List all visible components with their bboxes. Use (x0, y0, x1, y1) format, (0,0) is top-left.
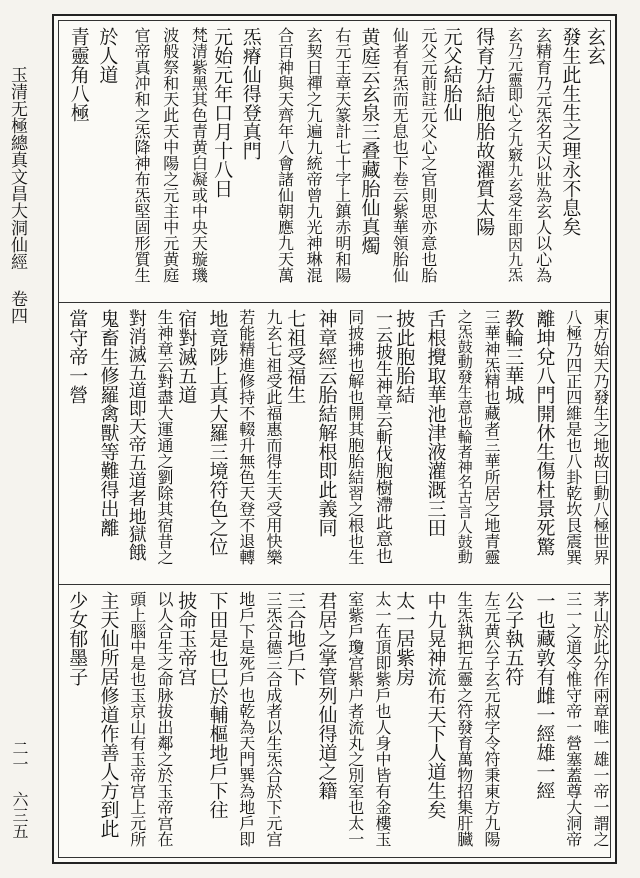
text-column: 七祖受福生 (284, 309, 307, 404)
text-column: 合百神與天齊年八會諸仙朝應九天萬 (275, 27, 295, 283)
text-column: 地戶下是死戶也乾為天門巽為地戶即 (236, 591, 256, 847)
text-column: 少女郁墨子 (66, 591, 89, 686)
text-column: 下田是也巳於輔樞地戶下往 (206, 591, 229, 819)
text-column: 舌根攪取華池津液灌溉三田 (424, 309, 447, 537)
text-column: 仙者有炁而无息也下卷云紫華領胎仙 (390, 27, 410, 283)
volume-title-margin: 玉清无極總真文昌大洞仙經 卷四 (7, 66, 27, 324)
text-column: 八極乃四正四維是也八卦乾坎艮震巽 (563, 309, 583, 565)
text-column: 披命玉帝宫 (175, 591, 198, 686)
text-column: 離坤兌八門開休生傷杜景死驚 (533, 309, 556, 556)
text-column: 同披拂也解也開其胞胎結習之根也生 (345, 309, 365, 565)
text-column: 神章經云胎結解根即此義同 (315, 309, 338, 537)
text-column: 室紫戶瓊宫紫户者流丸之別室也太一 (345, 591, 365, 847)
upper-text-band (59, 27, 610, 297)
text-column: 波般祭和天此天中陽之元主中元黄庭 (160, 27, 180, 283)
text-column: 東方始天乃發生之地故曰動八極世界 (591, 309, 610, 565)
text-column: 官帝真冲和之炁降神布炁堅固形質生 (132, 27, 152, 283)
text-column: 公子執五符 (502, 591, 525, 686)
page-frame (52, 14, 617, 864)
text-column: 之炁鼓動發生意也輪者神名古言人鼓動 (455, 309, 474, 564)
text-column: 當守帝一營 (66, 309, 89, 404)
text-column: 左元黄公子玄元叔字令符秉東方九陽 (482, 591, 501, 847)
text-column: 主天仙所居修道作善人方到此 (97, 591, 120, 838)
text-column: 太一居紫房 (393, 591, 416, 686)
text-column: 對消滅五道即天帝五道者地獄餓 (125, 309, 147, 561)
text-column: 玄玄 (584, 27, 606, 65)
text-column: 茅山於此分作兩章唯一雄一帝一謂之 (591, 591, 610, 847)
middle-text-band (59, 309, 610, 579)
text-column: 三合地戶下 (284, 591, 307, 686)
page-inner-border (58, 20, 611, 858)
text-column: 右元王章天篆計七十字上鎮赤明和陽 (332, 27, 352, 283)
text-column: 黄庭云玄泉三叠藏胎仙真燭 (358, 27, 381, 255)
text-column: 三炁合德三合成者以生炁合於下元宫 (264, 591, 283, 847)
text-column: 鬼畜生修羅禽獸等難得出離 (97, 309, 120, 537)
text-column: 元始元年口月十八日 (211, 27, 234, 198)
text-column: 生神章云對盡大運通之劉除其宿昔之 (155, 309, 174, 565)
text-column: 披此胞胎結 (393, 309, 416, 404)
text-column: 三一之道令惟守帝一營塞蓋尊大洞帝 (563, 591, 583, 847)
text-column: 頭上腦中是也玉京山有玉帝宫上元所 (127, 591, 147, 847)
text-column: 三華神炁精也藏者三華所居之地青靈 (482, 309, 501, 565)
text-column: 青靈角八極 (67, 27, 90, 122)
text-column: 元父元前註元父心之官則思亦意也胎 (418, 27, 438, 283)
band-divider-lower (59, 584, 610, 585)
text-column: 玄乃元靈即心之九竅九玄受生即因九炁 (505, 27, 524, 282)
text-column: 君居之掌管列仙得道之籍 (315, 591, 338, 800)
text-column: 玄精育乃元炁名天以壯為玄人以心為 (533, 27, 553, 283)
text-column: 以人合生之命脉拔出鄰之於玉帝宫在 (155, 591, 174, 847)
text-column: 元父結胎仙 (440, 27, 463, 122)
text-column: 宿對滅五道 (175, 309, 198, 404)
text-column: 九玄七祖受此福惠而得生天受用快樂 (264, 309, 283, 565)
text-column: 一也藏敦有雌一經雄一經 (533, 591, 556, 800)
text-column: 若能精進修持不輟升無色天登不退轉 (236, 309, 256, 565)
text-column: 教輪三華城 (502, 309, 525, 404)
text-column: 中九晃神流布天下人道生矣 (424, 591, 447, 819)
text-column: 炁瘠仙得登真門 (239, 27, 262, 160)
text-column: 一云披生神章云斬伐胞樹滯此意也 (372, 309, 392, 564)
text-column: 玄契日禪之九遍九統帝曾九光神琳混 (304, 27, 324, 283)
text-column: 發生此生生之理永不息矣 (559, 27, 582, 236)
text-column: 生炁執把五靈之符發育萬物招集肝臓 (454, 591, 474, 847)
text-column: 地竟陟上真大羅三境符色之位 (206, 309, 229, 556)
text-column: 於人道 (96, 27, 119, 84)
band-divider-upper (59, 302, 610, 303)
text-column: 梵清紫黑其色青黄白凝或中央天璇璣 (189, 27, 209, 283)
lower-text-band (59, 591, 610, 857)
text-column: 得育方結胞胎故濯質太陽 (473, 27, 496, 236)
text-column: 太一在頂即紫戶也人身中皆有金樓玉 (373, 591, 392, 847)
page-number-margin: 二一 六三五 (10, 740, 29, 839)
